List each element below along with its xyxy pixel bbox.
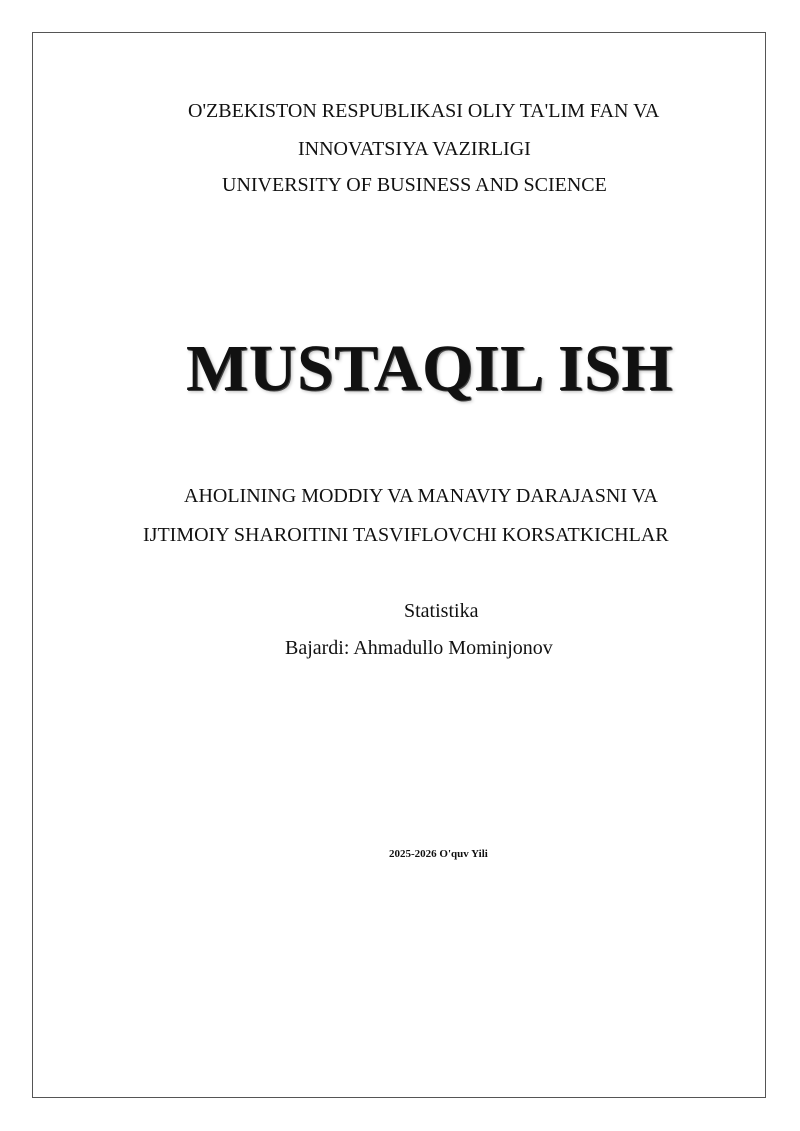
topic-line2: IJTIMOIY SHAROITINI TASVIFLOVCHI KORSATKICHLAR [143,524,669,546]
ministry-name-line2: INNOVATSIYA VAZIRLIGI [298,138,531,160]
ministry-name-line1: O'ZBEKISTON RESPUBLIKASI OLIY TA'LIM FAN VA [188,100,660,122]
academic-year: 2025-2026 O'quv Yili [389,848,488,860]
topic-line1: AHOLINING MODDIY VA MANAVIY DARAJASNI VA [184,485,658,507]
university-name: UNIVERSITY OF BUSINESS AND SCIENCE [222,174,607,196]
author-line: Bajardi: Ahmadullo Mominjonov [285,637,553,659]
subject-name: Statistika [404,600,479,622]
document-title: MUSTAQIL ISH [186,332,674,405]
